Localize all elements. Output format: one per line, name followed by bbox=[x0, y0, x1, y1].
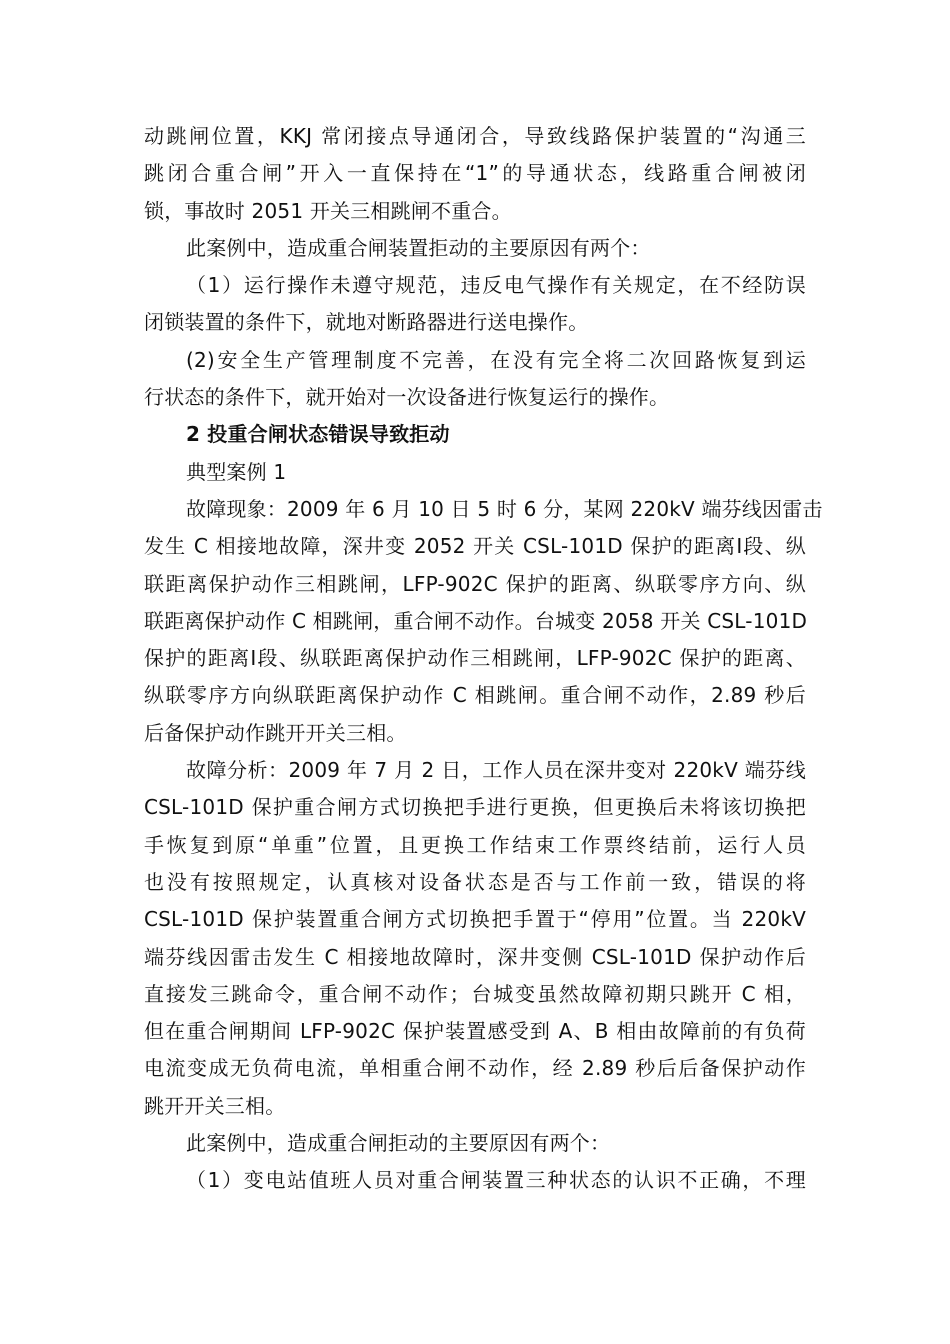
paragraph-line: 此案例中，造成重合闸装置拒动的主要原因有两个： bbox=[186, 235, 651, 260]
paragraph-line: 纵联零序方向纵联距离保护动作 C 相跳闸。重合闸不动作，2.89 秒后 bbox=[144, 683, 806, 708]
paragraph-line: CSL-101D 保护装置重合闸方式切换把手置于“停用”位置。当 220kV bbox=[144, 907, 806, 932]
paragraph-line: 保护的距离Ⅰ段、纵联距离保护动作三相跳闸，LFP-902C 保护的距离、 bbox=[144, 646, 806, 671]
paragraph-line: 典型案例 1 bbox=[186, 459, 287, 484]
paragraph-line: 行状态的条件下，就开始对一次设备进行恢复运行的操作。 bbox=[144, 385, 670, 410]
paragraph-line: 动跳闸位置，KKJ 常闭接点导通闭合，导致线路保护装置的“沟通三 bbox=[144, 124, 806, 148]
paragraph-line: CSL-101D 保护重合闸方式切换把手进行更换，但更换后未将该切换把 bbox=[144, 795, 806, 820]
paragraph-line: 故障现象：2009 年 6 月 10 日 5 时 6 分，某网 220kV 端芬线因雷击 bbox=[186, 496, 823, 521]
paragraph-line: （1）变电站值班人员对重合闸装置三种状态的认识不正确，不理 bbox=[186, 1168, 806, 1193]
paragraph-line: 锁，事故时 2051 开关三相跳闸不重合。 bbox=[144, 198, 512, 223]
paragraph-line: 发生 C 相接地故障，深井变 2052 开关 CSL-101D 保护的距离Ⅰ段、纵 bbox=[144, 534, 806, 559]
paragraph-line: 跳开开关三相。 bbox=[144, 1093, 286, 1118]
document-body bbox=[144, 118, 823, 1200]
paragraph-line: 闭锁装置的条件下，就地对断路器进行送电操作。 bbox=[144, 310, 589, 335]
paragraph-line: 也没有按照规定，认真核对设备状态是否与工作前一致，错误的将 bbox=[144, 869, 806, 894]
paragraph-line: 端芬线因雷击发生 C 相接地故障时，深井变侧 CSL-101D 保护动作后 bbox=[144, 944, 806, 969]
paragraph-line: 联距离保护动作三相跳闸，LFP-902C 保护的距离、纵联零序方向、纵 bbox=[144, 571, 806, 596]
paragraph-line: 此案例中，造成重合闸拒动的主要原因有两个： bbox=[186, 1131, 611, 1156]
paragraph-line: (2)安全生产管理制度不完善，在没有完全将二次回路恢复到运 bbox=[186, 347, 806, 372]
paragraph-line: 直接发三跳命令，重合闸不动作；台城变虽然故障初期只跳开 C 相， bbox=[144, 981, 806, 1006]
paragraph-line: （1）运行操作未遵守规范，违反电气操作有关规定，在不经防误 bbox=[186, 273, 806, 298]
paragraph-line: 故障分析：2009 年 7 月 2 日，工作人员在深井变对 220kV 端芬线 bbox=[186, 758, 806, 783]
paragraph-line: 后备保护动作跳开开关三相。 bbox=[144, 720, 407, 745]
paragraph-line: 但在重合闸期间 LFP-902C 保护装置感受到 A、B 相由故障前的有负荷 bbox=[144, 1019, 806, 1044]
paragraph-line: 联距离保护动作 C 相跳闸，重合闸不动作。台城变 2058 开关 CSL-101D bbox=[144, 608, 808, 633]
paragraph-line: 手恢复到原“单重”位置，且更换工作结束工作票终结前，运行人员 bbox=[144, 832, 806, 857]
paragraph-line: 跳闭合重合闸”开入一直保持在“1”的导通状态，线路重合闸被闭 bbox=[144, 161, 806, 186]
section-heading: 2 投重合闸状态错误导致拒动 bbox=[186, 422, 450, 447]
paragraph-line: 电流变成无负荷电流，单相重合闸不动作，经 2.89 秒后后备保护动作 bbox=[144, 1056, 806, 1081]
